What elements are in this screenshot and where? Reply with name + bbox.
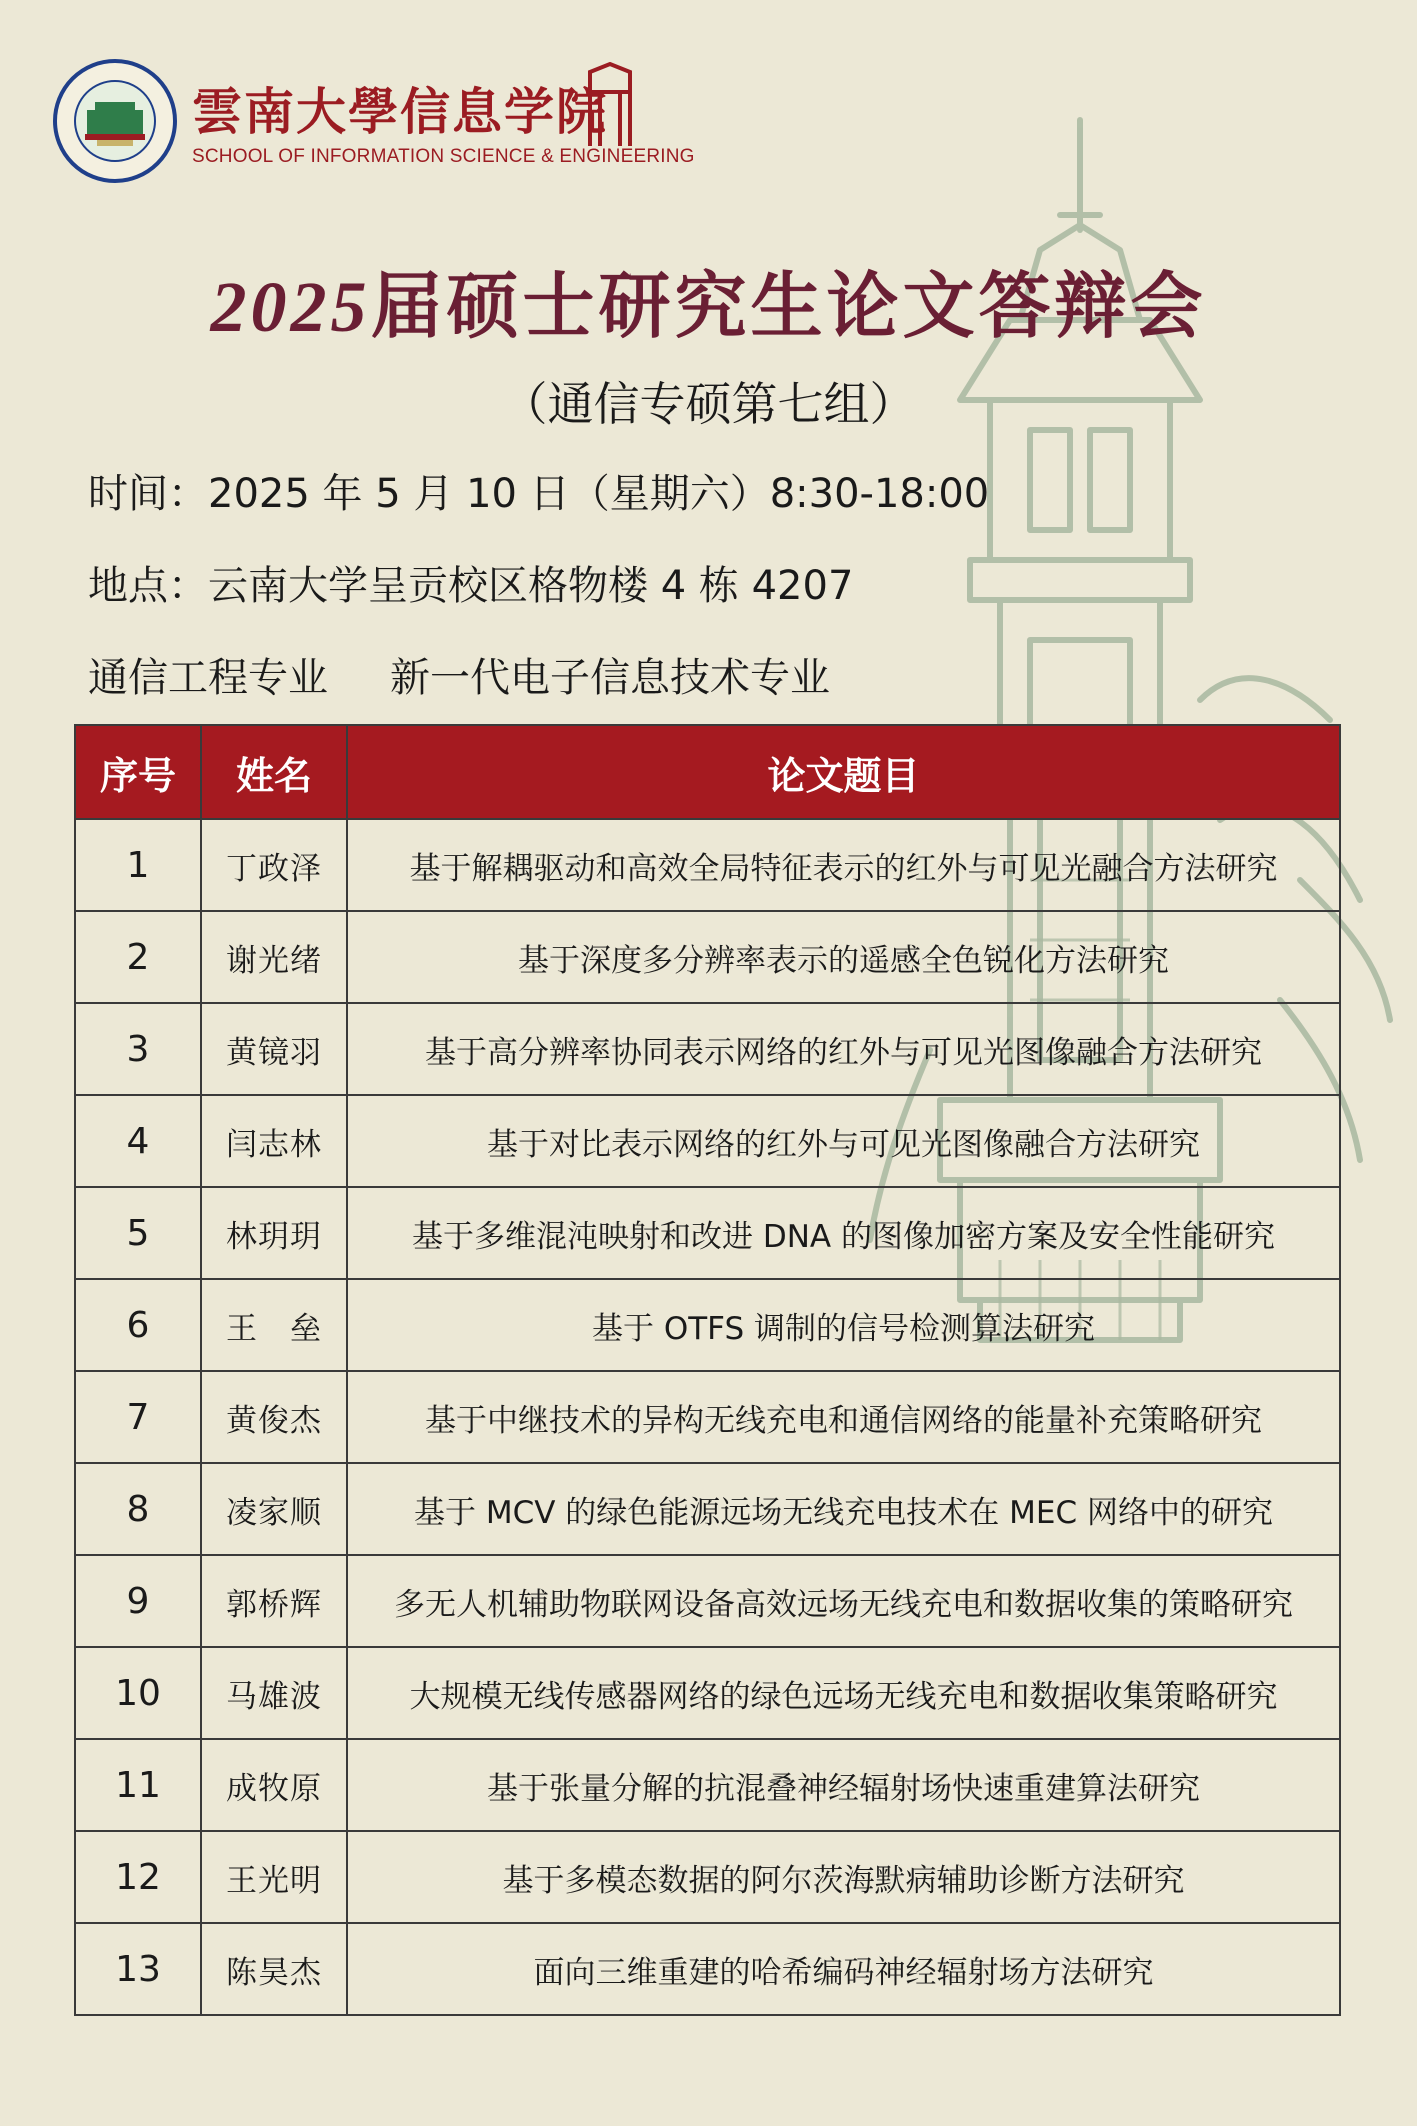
thesis-title: 基于中继技术的异构无线充电和通信网络的能量补充策略研究 — [347, 1371, 1340, 1463]
thesis-title: 基于多维混沌映射和改进 DNA 的图像加密方案及安全性能研究 — [347, 1187, 1340, 1279]
table-row — [75, 1279, 1340, 1371]
title-year: 2025 — [210, 267, 371, 347]
defense-schedule-table — [74, 724, 1341, 2016]
table-row — [75, 1923, 1340, 2015]
page-subtitle: （通信专硕第七组） — [501, 377, 916, 431]
row-number: 1 — [75, 819, 201, 911]
student-name: 王 垒 — [201, 1279, 347, 1371]
majors-line — [88, 646, 830, 703]
row-number: 3 — [75, 1003, 201, 1095]
student-name: 丁政泽 — [201, 819, 347, 911]
row-number: 7 — [75, 1371, 201, 1463]
header-name: 姓名 — [201, 725, 347, 819]
thesis-title: 基于深度多分辨率表示的遥感全色锐化方法研究 — [347, 911, 1340, 1003]
student-name: 谢光绪 — [201, 911, 347, 1003]
thesis-title: 基于多模态数据的阿尔茨海默病辅助诊断方法研究 — [347, 1831, 1340, 1923]
thesis-title: 面向三维重建的哈希编码神经辐射场方法研究 — [347, 1923, 1340, 2015]
table-row — [75, 1831, 1340, 1923]
thesis-title: 基于高分辨率协同表示网络的红外与可见光图像融合方法研究 — [347, 1003, 1340, 1095]
title-text: 届硕士研究生论文答辩会 — [370, 263, 1207, 348]
student-name: 林玥玥 — [201, 1187, 347, 1279]
row-number: 12 — [75, 1831, 201, 1923]
student-name: 马雄波 — [201, 1647, 347, 1739]
school-name-chinese: 雲南大學信息学院 — [192, 82, 608, 141]
header-number: 序号 — [75, 725, 201, 819]
thesis-title: 基于对比表示网络的红外与可见光图像融合方法研究 — [347, 1095, 1340, 1187]
student-name: 闫志林 — [201, 1095, 347, 1187]
table-row — [75, 1647, 1340, 1739]
row-number: 4 — [75, 1095, 201, 1187]
table-row — [75, 1463, 1340, 1555]
thesis-title: 基于 MCV 的绿色能源远场无线充电技术在 MEC 网络中的研究 — [347, 1463, 1340, 1555]
memorial-gate-icon — [580, 62, 640, 146]
row-number: 13 — [75, 1923, 201, 2015]
table-row — [75, 1739, 1340, 1831]
student-name: 王光明 — [201, 1831, 347, 1923]
university-seal-icon — [52, 58, 178, 184]
major-electronic-information: 新一代电子信息技术专业 — [390, 655, 830, 701]
student-name: 黄镜羽 — [201, 1003, 347, 1095]
table-row — [75, 911, 1340, 1003]
student-name: 陈昊杰 — [201, 1923, 347, 2015]
table-row — [75, 1003, 1340, 1095]
row-number: 11 — [75, 1739, 201, 1831]
thesis-title: 多无人机辅助物联网设备高效远场无线充电和数据收集的策略研究 — [347, 1555, 1340, 1647]
major-communication-engineering: 通信工程专业 — [88, 655, 328, 701]
row-number: 10 — [75, 1647, 201, 1739]
school-name-english: SCHOOL OF INFORMATION SCIENCE & ENGINEERING — [192, 146, 695, 167]
row-number: 9 — [75, 1555, 201, 1647]
thesis-title: 大规模无线传感器网络的绿色远场无线充电和数据收集策略研究 — [347, 1647, 1340, 1739]
thesis-title: 基于张量分解的抗混叠神经辐射场快速重建算法研究 — [347, 1739, 1340, 1831]
row-number: 5 — [75, 1187, 201, 1279]
header-thesis-title: 论文题目 — [347, 725, 1340, 819]
row-number: 2 — [75, 911, 201, 1003]
table-row — [75, 1371, 1340, 1463]
student-name: 凌家顺 — [201, 1463, 347, 1555]
row-number: 6 — [75, 1279, 201, 1371]
table-row — [75, 1095, 1340, 1187]
school-header — [52, 58, 695, 188]
student-name: 郭桥辉 — [201, 1555, 347, 1647]
student-name: 黄俊杰 — [201, 1371, 347, 1463]
table-row — [75, 1555, 1340, 1647]
table-row — [75, 1187, 1340, 1279]
defense-time: 时间：2025 年 5 月 10 日（星期六）8:30-18:00 — [88, 471, 990, 517]
row-number: 8 — [75, 1463, 201, 1555]
page-title — [0, 248, 1417, 352]
table-header-row — [75, 725, 1340, 819]
thesis-title: 基于解耦驱动和高效全局特征表示的红外与可见光融合方法研究 — [347, 819, 1340, 911]
thesis-title: 基于 OTFS 调制的信号检测算法研究 — [347, 1279, 1340, 1371]
defense-location: 地点：云南大学呈贡校区格物楼 4 栋 4207 — [88, 563, 854, 609]
table-row — [75, 819, 1340, 911]
student-name: 成牧原 — [201, 1739, 347, 1831]
